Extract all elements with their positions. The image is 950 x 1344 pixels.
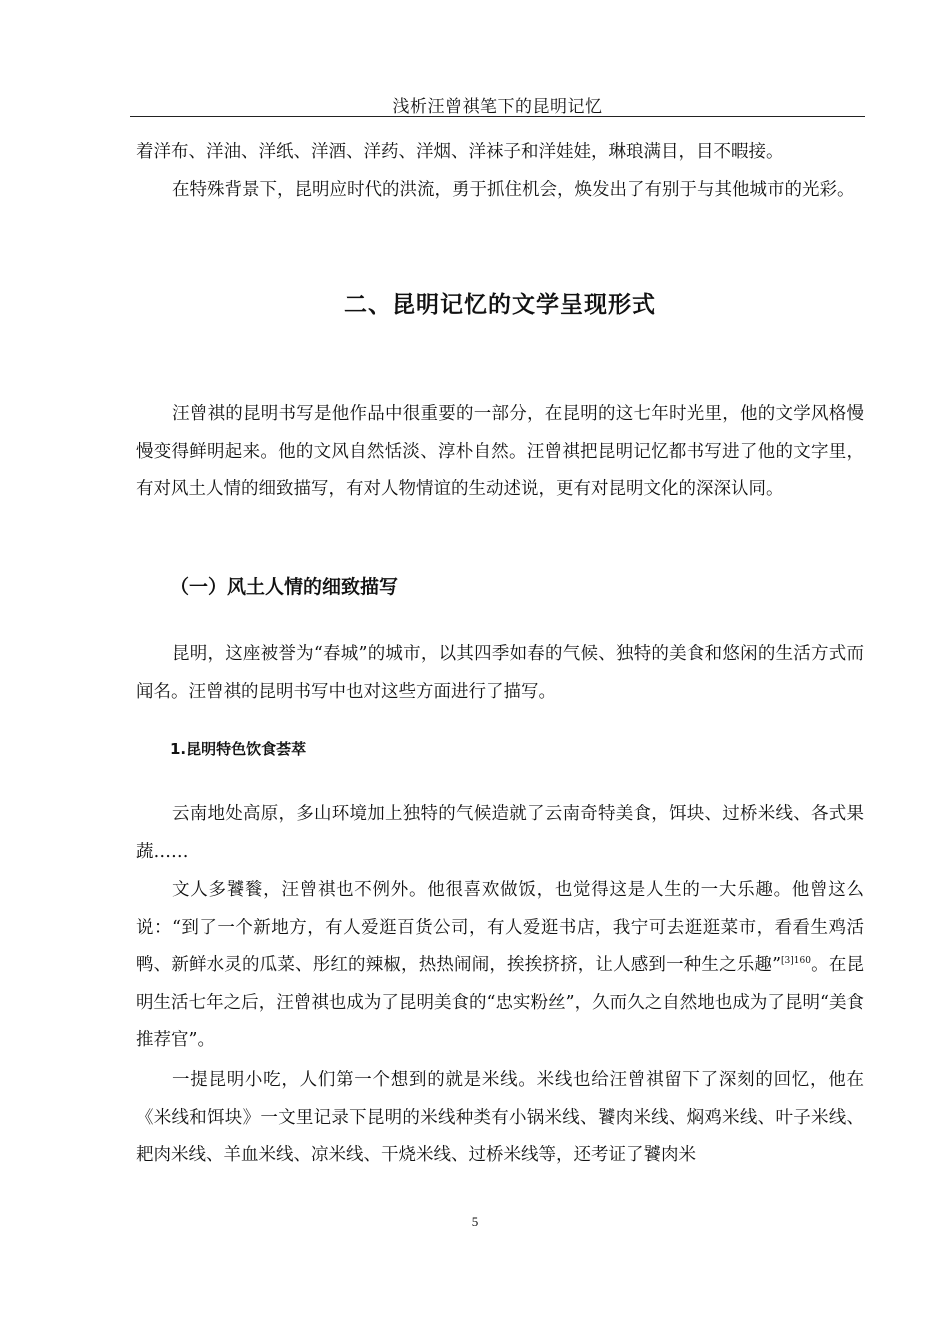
paragraph-intro: 汪曾祺的昆明书写是他作品中很重要的一部分，在昆明的这七年时光里，他的文学风格慢慢变得鲜明起来。他的文风自然恬淡、淳朴自然。汪曾祺把昆明记忆都书写进了他的文字里，有对风土人情的细致描写，有对人物情谊的生动述说，更有对昆明文化的深深认同。	[136, 404, 864, 499]
page-number: 5	[471, 1214, 479, 1229]
running-header: 浅析汪曾祺笔下的昆明记忆	[392, 97, 603, 117]
header-rule	[130, 116, 865, 117]
subsection-heading: （一）风土人情的细致描写	[170, 576, 399, 598]
food-text-before: 文人多饕餮，汪曾祺也不例外。他很喜欢做饭，也觉得这是人生的一大乐趣。他曾这么说：“到了一个新地方，有人爱逛百货公司，有人爱逛书店，我宁可去逛逛菜市，看看生鸡活鸭、新鲜水灵的瓜菜、彤红的辣椒，热热闹闹，挨挨挤挤，让人感到一种生之乐趣”	[136, 880, 864, 975]
section-heading: 二、昆明记忆的文学呈现形式	[344, 292, 656, 318]
paragraph-rice-noodle: 一提昆明小吃，人们第一个想到的就是米线。米线也给汪曾祺留下了深刻的回忆，他在《米线和饵块》一文里记录下昆明的米线种类有小锅米线、饕肉米线、焖鸡米线、叶子米线、耙肉米线、羊血米线、凉米线、干烧米线、过桥米线等，还考证了饕肉米	[136, 1070, 864, 1165]
paragraph-food	[136, 872, 864, 1060]
paragraph-context: 在特殊背景下，昆明应时代的洪流，勇于抓住机会，焕发出了有别于与其他城市的光彩。	[172, 180, 855, 200]
citation-marker: [3]160	[781, 956, 811, 967]
paragraph-continued: 着洋布、洋油、洋纸、洋酒、洋药、洋烟、洋袜子和洋娃娃，琳琅满目，目不暇接。	[136, 142, 784, 162]
subsubsection-heading: 1.昆明特色饮食荟萃	[170, 740, 307, 758]
paragraph-yunnan: 云南地处高原，多山环境加上独特的气候造就了云南奇特美食，饵块、过桥米线、各式果蔬……	[136, 804, 864, 862]
paragraph-spring-city: 昆明，这座被誉为“春城”的城市，以其四季如春的气候、独特的美食和悠闲的生活方式而闻名。汪曾祺的昆明书写中也对这些方面进行了描写。	[136, 644, 864, 702]
food-text-after: 。在昆明生活七年之后，汪曾祺也成为了昆明美食的“忠实粉丝”，久而久之自然地也成为了昆明“美食推荐官”。	[136, 955, 864, 1050]
